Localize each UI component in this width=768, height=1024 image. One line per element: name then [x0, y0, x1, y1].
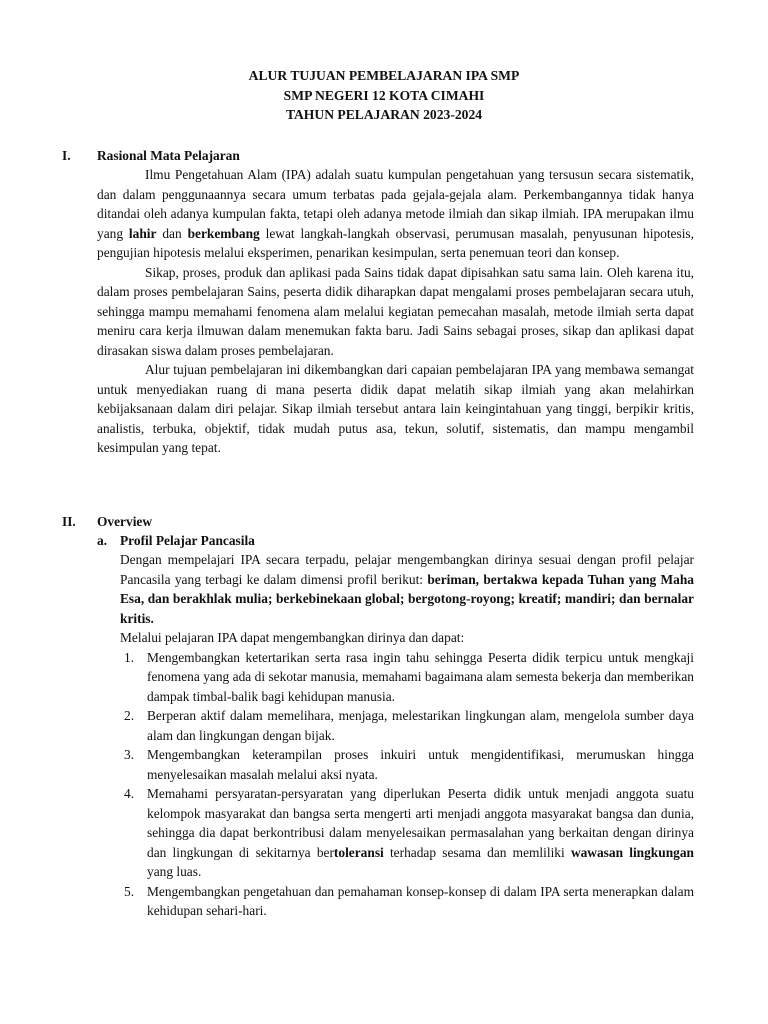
subsection-a-title: Profil Pelajar Pancasila	[120, 533, 255, 548]
section-2-number: II.	[62, 514, 76, 529]
list-item: 2. Berperan aktif dalam memelihara, menjaga, melestarikan lingkungan alam, mengelola sumber daya alam dan lingkungan dengan bijak.	[124, 708, 694, 743]
profile-lead: Melalui pelajaran IPA dapat mengembangkan dirinya dan dapat:	[120, 630, 465, 645]
document-title: ALUR TUJUAN PEMBELAJARAN IPA SMP	[248, 68, 520, 83]
school-name: SMP NEGERI 12 KOTA CIMAHI	[283, 87, 485, 103]
academic-year: TAHUN PELAJARAN 2023-2024	[285, 107, 483, 122]
section-1-paragraph-2: Sikap, proses, produk dan aplikasi pada Sains tidak dapat dipisahkan satu sama lain. Oleh karena itu, dalam proses pembelajaran Sains, peserta didik diharapkan dapat mengalami proses pembelajaran secara utuh, sehingga mampu memahami fenomena alam melalui kegiatan pemecahan masalah, metode ilmiah serta dapat meniru cara kerja ilmuwan dalam menemukan fakta baru. Jadi Sains sebagai proses, sikap dan aplikasi dapat dirasakan siswa dalam proses pembelajaran.	[97, 264, 694, 358]
section-1-number: I.	[62, 148, 71, 163]
subsection-a-letter: a.	[97, 533, 108, 548]
section-1-paragraph-3: Alur tujuan pembelajaran ini dikembangkan dari capaian pembelajaran IPA yang membawa semangat untuk menyediakan ruang di mana peserta didik dapat melatih sikap ilmiah yang akan melahirkan kebijaksanaan dalam diri pelajar. Sikap ilmiah tersebut antara lain keingintahuan yang tinggi, berpikir kritis, analistis, terbuka, objektif, tidak mudah putus asa, tekun, solutif, sistematis, dan mampu mengambil kesimpulan yang tepat.	[97, 362, 694, 455]
list-item: 4. Memahami persyaratan-persyaratan yang diperlukan Peserta didik untuk menjadi anggota suatu kelompok masyarakat dan bangsa serta mengerti arti menjadi anggota masyarakat bangsa dan dunia, sehingga dia dapat berkontribusi dalam menyelesaikan permasalahan yang berkaitan dengan dirinya dan lingkungan di sekitarnya bertoleransi terhadap sesama dan memliliki wawasan lingkungan yang luas.	[124, 786, 694, 879]
subsection-a-body	[120, 550, 694, 921]
list-item: 5. Mengembangkan pengetahuan dan pemahaman konsep-konsep di dalam IPA serta menerapkan dalam kehidupan sehari-hari.	[124, 883, 694, 918]
profile-intro: Dengan mempelajari IPA secara terpadu, pelajar mengembangkan dirinya sesuai dengan profil pelajar Pancasila yang terbagi ke dalam dimensi profil berikut: beriman, bertakwa kepada Tuhan yang Maha Esa, dan berakhlak mulia; berkebinekaan global; bergotong-royong; kreatif; mandiri; dan bernalar kritis.	[120, 552, 695, 626]
section-1-paragraph-1: Ilmu Pengetahuan Alam (IPA) adalah suatu kumpulan pengetahuan yang tersusun secara sistematik, dan dalam penggunaannya secara umum terbatas pada gejala-gejala alam. Perkembangannya tidak hanya ditandai oleh adanya kumpulan fakta, tetapi oleh adanya metode ilmiah dan sikap ilmiah. IPA merupakan ilmu yang lahir dan berkembang lewat langkah-langkah observasi, perumusan masalah, penyusunan hipotesis, pengujian hipotesis melalui eksperimen, penarikan kesimpulan, serta penemuan teori dan konsep.	[97, 167, 694, 260]
document-title-block	[0, 66, 768, 125]
section-1-title: Rasional Mata Pelajaran	[97, 148, 240, 163]
subsection-a-heading	[97, 531, 255, 551]
list-item: 1. Mengembangkan ketertarikan serta rasa ingin tahu sehingga Peserta didik terpicu untuk mengkaji fenomena yang ada di sekotar manusia, memahami bagaimana alam semesta bekerja dan memberikan dampak timbal-balik bagi kehidupan manusia.	[124, 649, 694, 704]
section-1-body	[97, 165, 694, 458]
section-2-title: Overview	[97, 514, 153, 529]
development-list	[120, 648, 694, 921]
list-item: 3. Mengembangkan keterampilan proses inkuiri untuk mengidentifikasi, merumuskan hingga menyelesaikan masalah melalui aksi nyata.	[124, 747, 694, 782]
